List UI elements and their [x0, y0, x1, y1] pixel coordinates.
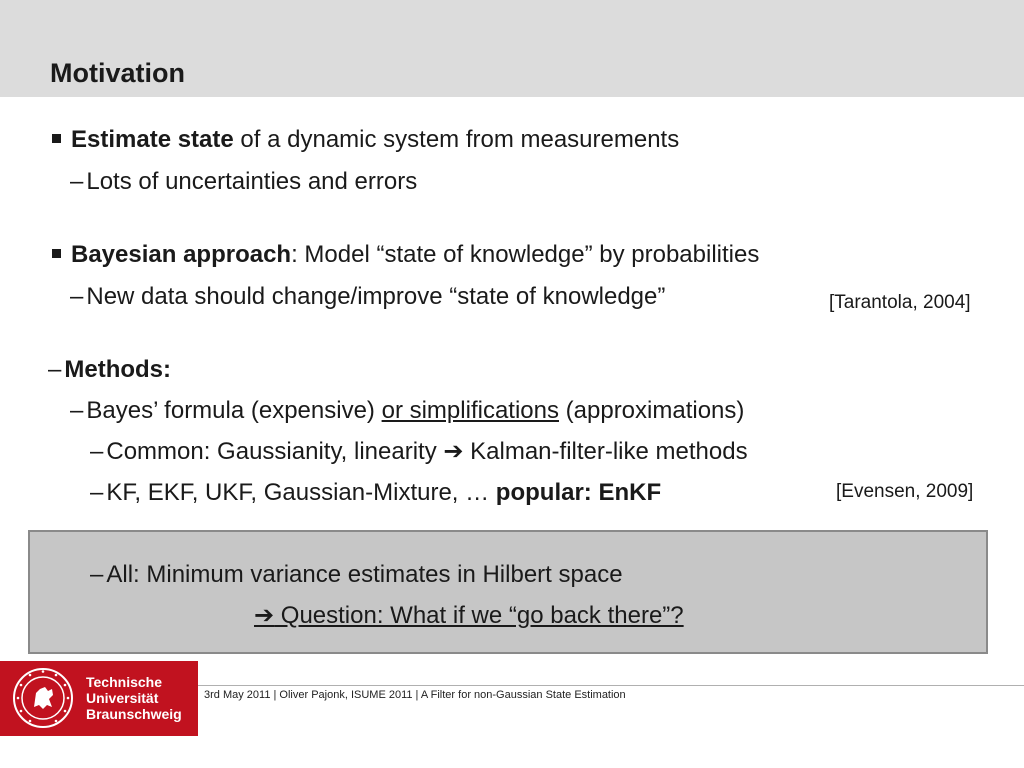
- bold-text-enkf: popular: EnKF: [495, 479, 662, 506]
- right-arrow-icon: ➔: [443, 438, 464, 465]
- highlight-box: [28, 530, 988, 654]
- slide-title: Motivation: [50, 58, 185, 88]
- methods-label: Methods:: [64, 356, 172, 383]
- university-logo: [0, 661, 198, 736]
- underlined-text: or simplifications: [381, 397, 559, 424]
- citation-tarantola: [Tarantola, 2004]: [829, 292, 971, 313]
- square-bullet-icon: [52, 249, 61, 258]
- footer-divider: [198, 685, 1024, 686]
- dash-bullet-icon: –: [48, 356, 62, 383]
- footer-text: 3rd May 2011 | Oliver Pajonk, ISUME 2011 | A Filter for non-Gaussian State Estimation: [204, 689, 626, 701]
- bullet-bold-text: Bayesian approach: [71, 241, 292, 268]
- sub-sub-bullet-kf: [90, 479, 661, 507]
- sub-bullet-uncertainties: [70, 168, 417, 196]
- sub-bullet-text: Common: Gaussianity, linearity: [106, 438, 444, 465]
- sub-bullet-text: Lots of uncertainties and errors: [86, 168, 418, 195]
- university-seal-icon: [12, 667, 74, 729]
- university-name-line2: Universität: [86, 690, 159, 706]
- dash-bullet-icon: –: [90, 561, 104, 588]
- slide-header: [0, 0, 1024, 97]
- sub-bullet-text: Bayes’ formula (expensive): [86, 397, 382, 424]
- bullet-text: of a dynamic system from measurements: [233, 126, 680, 153]
- dash-bullet-icon: –: [70, 397, 84, 424]
- bullet-bayesian-approach: [52, 241, 759, 269]
- sub-bullet-text-end: (approximations): [558, 397, 745, 424]
- bullet-methods: [48, 356, 171, 384]
- sub-sub-bullet-common: [90, 437, 748, 466]
- bullet-text: : Model “state of knowledge” by probabilities: [291, 241, 760, 268]
- dash-bullet-icon: –: [90, 479, 104, 506]
- question-line: [254, 601, 684, 630]
- dash-bullet-icon: –: [70, 283, 84, 310]
- question-text-underlined: [254, 602, 684, 629]
- sub-bullet-bayes-formula: [70, 397, 744, 425]
- dash-bullet-icon: –: [70, 168, 84, 195]
- sub-bullet-new-data: [70, 283, 665, 311]
- sub-bullet-text: All: Minimum variance estimates in Hilbert space: [106, 561, 623, 588]
- square-bullet-icon: [52, 134, 61, 143]
- university-name-line1: Technische: [86, 674, 162, 690]
- citation-evensen: [Evensen, 2009]: [836, 481, 974, 502]
- bullet-estimate-state: [52, 126, 679, 154]
- bullet-bold-text: Estimate state: [71, 126, 234, 153]
- sub-bullet-text: New data should change/improve “state of knowledge”: [86, 283, 666, 310]
- question-text: Question: What if we “go back there”?: [274, 602, 684, 629]
- university-name: [86, 674, 182, 722]
- sub-bullet-text: KF, EKF, UKF, Gaussian-Mixture, …: [106, 479, 496, 506]
- sub-sub-bullet-all: [90, 561, 623, 589]
- university-name-line3: Braunschweig: [86, 706, 182, 722]
- right-arrow-icon: ➔: [254, 602, 275, 629]
- dash-bullet-icon: –: [90, 438, 104, 465]
- sub-bullet-text-end: Kalman-filter-like methods: [463, 438, 748, 465]
